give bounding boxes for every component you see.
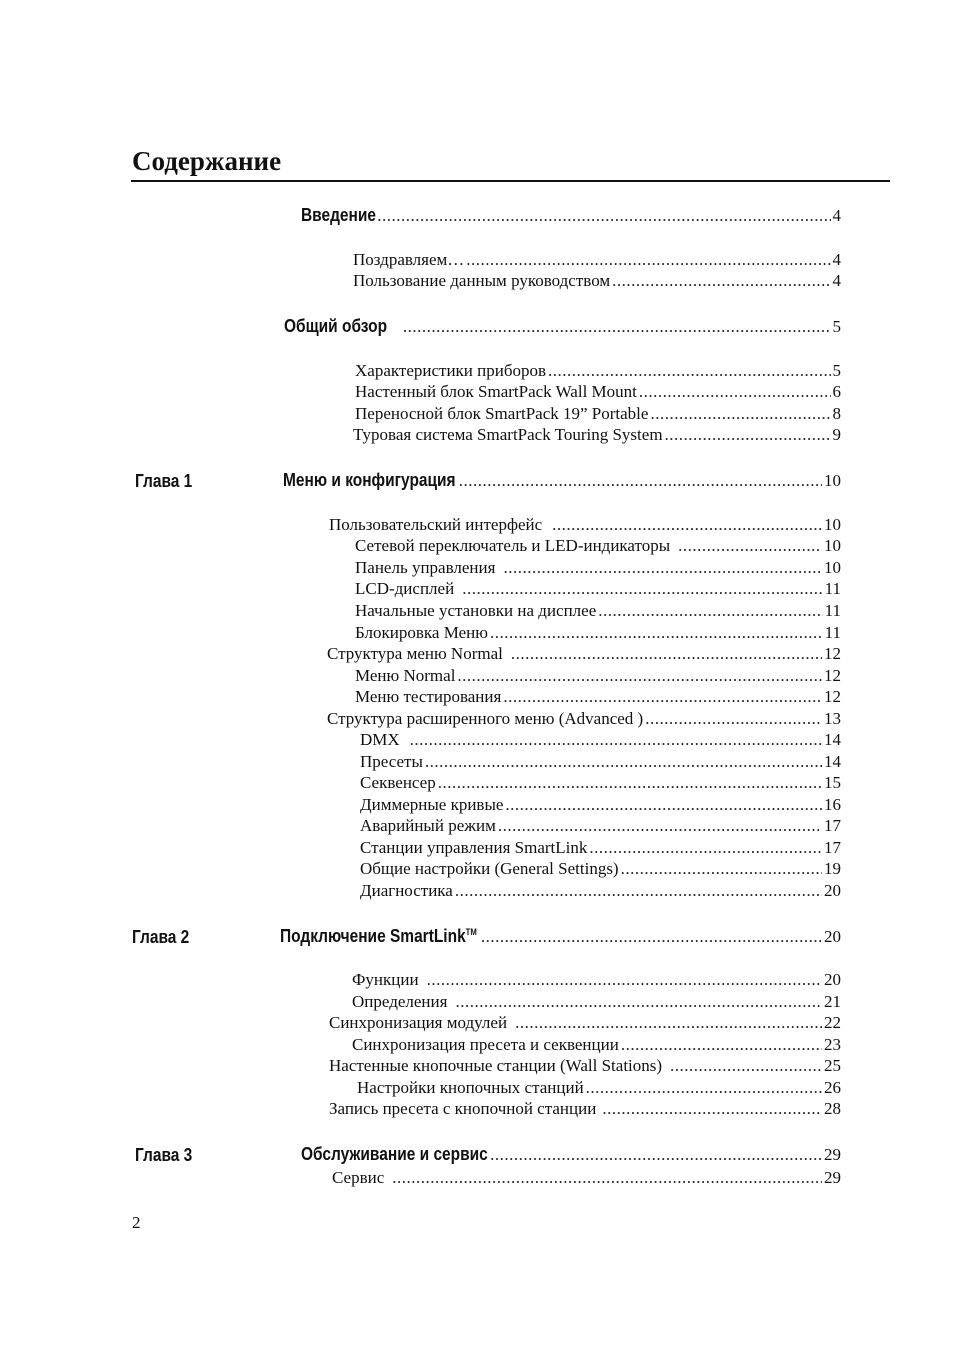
toc-entry-smartlink[interactable] — [280, 926, 841, 948]
toc-leader-dots — [392, 1168, 822, 1188]
toc-leader-dots — [455, 992, 822, 1012]
toc-leader-dots — [462, 579, 822, 599]
toc-entry-text: Определения — [352, 992, 448, 1011]
chapter-1-label: Глава 1 — [135, 471, 193, 491]
toc-entry[interactable] — [360, 795, 841, 817]
toc-entry-page: 6 — [832, 382, 841, 401]
toc-entry[interactable] — [352, 992, 841, 1014]
toc-leader-dots — [650, 404, 830, 424]
toc-entry[interactable] — [355, 558, 841, 580]
toc-leader-dots — [498, 816, 822, 836]
toc-leader-dots — [455, 881, 822, 901]
toc-entry-page: 26 — [824, 1078, 841, 1097]
toc-entry-page: 20 — [824, 881, 841, 900]
toc-leader-dots — [602, 1099, 822, 1119]
toc-entry[interactable] — [360, 730, 841, 752]
toc-entry[interactable] — [360, 881, 841, 903]
toc-entry-page: 9 — [832, 425, 841, 444]
toc-leader-dots — [670, 1056, 822, 1076]
toc-entry[interactable] — [360, 838, 841, 860]
toc-entry[interactable] — [355, 536, 841, 558]
toc-entry-page: 11 — [824, 623, 841, 642]
toc-entry-text: Настенные кнопочные станции (Wall Stations) — [329, 1056, 663, 1075]
toc-entry-page: 20 — [824, 970, 841, 989]
toc-entry-text: Аварийный режим — [360, 816, 496, 835]
toc-entry[interactable] — [332, 1168, 841, 1190]
toc-entry-text: Введение — [301, 205, 377, 225]
page-title: Содержание — [132, 146, 282, 176]
toc-entry-text: Общий обзор — [284, 316, 388, 336]
toc-entry-page: 12 — [824, 666, 841, 685]
toc-entry-page: 5 — [832, 361, 841, 380]
toc-entry-page: 21 — [824, 992, 841, 1011]
toc-entry-text: Запись пресета с кнопочной станции — [329, 1099, 597, 1118]
toc-entry[interactable] — [329, 1056, 841, 1078]
toc-entry[interactable] — [329, 1099, 841, 1121]
toc-entry-page: 8 — [832, 404, 841, 423]
toc-leader-dots — [427, 970, 822, 990]
toc-leader-dots — [598, 601, 822, 621]
toc-entry-page: 15 — [824, 773, 841, 792]
toc-leader-dots — [515, 1013, 822, 1033]
toc-entry-text: Сетевой переключатель и LED-индикаторы — [355, 536, 671, 555]
toc-entry[interactable] — [355, 579, 841, 601]
chapter-2-label: Глава 2 — [132, 927, 190, 947]
toc-entry-text: Пользование данным руководством — [353, 271, 611, 290]
toc-entry-text: Диммерные кривые — [360, 795, 504, 814]
toc-entry-text: Синхронизация модулей — [329, 1013, 508, 1032]
toc-entry[interactable] — [360, 816, 841, 838]
toc-entry[interactable] — [355, 601, 841, 623]
toc-entry-page: 14 — [824, 730, 841, 749]
chapter-3-label: Глава 3 — [135, 1145, 193, 1165]
toc-leader-dots — [425, 752, 822, 772]
toc-leader-dots — [548, 361, 830, 381]
toc-entry-page: 10 — [824, 471, 841, 490]
toc-leader-dots — [621, 859, 822, 879]
toc-entry-text: Диагностика — [360, 881, 453, 900]
toc-entry-maintenance[interactable] — [301, 1144, 841, 1166]
toc-leader-dots — [511, 644, 822, 664]
toc-leader-dots — [645, 709, 822, 729]
toc-entry[interactable] — [327, 644, 841, 666]
toc-entry-page: 16 — [824, 795, 841, 814]
toc-entry-text: Блокировка Меню — [355, 623, 488, 642]
toc-entry[interactable] — [355, 666, 841, 688]
toc-leader-dots — [490, 623, 823, 643]
toc-leader-dots — [552, 515, 822, 535]
toc-entry-overview[interactable] — [284, 316, 841, 338]
toc-leader-dots — [505, 795, 822, 815]
toc-entry-text: Переносной блок SmartPack 19” Portable — [355, 404, 649, 423]
toc-leader-dots — [410, 730, 822, 750]
toc-entry-text: Панель управления — [355, 558, 496, 577]
toc-entry[interactable] — [360, 752, 841, 774]
toc-entry-text: Функции — [352, 970, 419, 989]
toc-entry-text: Синхронизация пресета и секвенции — [352, 1035, 619, 1054]
toc-entry[interactable] — [355, 687, 841, 709]
toc-entry[interactable] — [329, 1013, 841, 1035]
toc-entry-text: Подключение SmartLink™ — [280, 926, 477, 946]
toc-leader-dots — [586, 1078, 822, 1098]
toc-entry-text: Сервис — [332, 1168, 385, 1187]
toc-entry-page: 20 — [824, 927, 841, 946]
toc-leader-dots — [503, 687, 822, 707]
toc-leader-dots — [490, 1145, 822, 1165]
toc-entry-page: 5 — [832, 317, 841, 336]
toc-leader-dots — [466, 250, 830, 270]
toc-entry-text: Характеристики приборов — [355, 361, 547, 380]
toc-leader-dots — [457, 666, 822, 686]
toc-entry[interactable] — [360, 859, 841, 881]
toc-leader-dots — [678, 536, 822, 556]
toc-entry-menu-config[interactable] — [283, 470, 841, 492]
toc-entry-text: DMX — [360, 730, 400, 749]
toc-leader-dots — [377, 206, 830, 226]
toc-entry-introduction[interactable] — [301, 205, 841, 227]
toc-leader-dots — [438, 773, 822, 793]
toc-entry-page: 13 — [824, 709, 841, 728]
toc-entry-page: 11 — [824, 579, 841, 598]
toc-leader-dots — [639, 382, 831, 402]
toc-entry-text: Туровая система SmartPack Touring System — [353, 425, 663, 444]
toc-entry[interactable] — [355, 382, 841, 404]
toc-entry-page: 29 — [824, 1168, 841, 1187]
toc-entry[interactable] — [353, 425, 841, 447]
toc-entry-page: 12 — [824, 644, 841, 663]
toc-entry[interactable] — [352, 1035, 841, 1057]
toc-entry-page: 25 — [824, 1056, 841, 1075]
toc-entry-text: Структура меню Normal — [327, 644, 503, 663]
toc-leader-dots — [621, 1035, 822, 1055]
toc-leader-dots — [459, 471, 822, 491]
toc-leader-dots — [589, 838, 822, 858]
toc-entry[interactable] — [329, 515, 841, 537]
toc-entry-text: Поздравляем… — [353, 250, 465, 269]
toc-entry[interactable] — [352, 970, 841, 992]
toc-entry-page: 10 — [824, 515, 841, 534]
toc-entry-text: Станции управления SmartLink — [360, 838, 588, 857]
toc-entry-text: Секвенсер — [360, 773, 436, 792]
title-divider — [131, 180, 890, 182]
toc-leader-dots — [481, 927, 822, 947]
toc-entry-text: Структура расширенного меню (Advanced ) — [327, 709, 644, 728]
toc-entry-page: 29 — [824, 1145, 841, 1164]
toc-entry[interactable] — [355, 361, 841, 383]
toc-entry[interactable] — [353, 271, 841, 293]
toc-entry-text: Обслуживание и сервис — [301, 1144, 488, 1164]
toc-entry[interactable] — [353, 250, 841, 272]
toc-entry[interactable] — [355, 623, 841, 645]
toc-entry-page: 4 — [832, 271, 841, 290]
toc-entry-text: Пользовательский интерфейс — [329, 515, 543, 534]
toc-leader-dots — [665, 425, 831, 445]
toc-entry-page: 17 — [824, 838, 841, 857]
toc-entry-page: 28 — [824, 1099, 841, 1118]
toc-entry-text: Пресеты — [360, 752, 423, 771]
toc-entry-page: 10 — [824, 536, 841, 555]
page-number: 2 — [132, 1213, 141, 1232]
toc-leader-dots — [403, 317, 831, 337]
toc-entry-text: Начальные установки на дисплее — [355, 601, 597, 620]
toc-entry-text: Меню и конфигурация — [283, 470, 456, 490]
toc-entry[interactable] — [355, 404, 841, 426]
toc-entry-text: Меню Normal — [355, 666, 456, 685]
toc-entry-text: Общие настройки (General Settings) — [360, 859, 619, 878]
toc-entry-text: LCD-дисплей — [355, 579, 455, 598]
toc-entry[interactable] — [357, 1078, 841, 1100]
toc-entry[interactable] — [327, 709, 841, 731]
toc-leader-dots — [612, 271, 830, 291]
toc-entry-text: Меню тестирования — [355, 687, 502, 706]
toc-entry-text: Настенный блок SmartPack Wall Mount — [355, 382, 637, 401]
toc-entry-page: 12 — [824, 687, 841, 706]
toc-entry-page: 22 — [824, 1013, 841, 1032]
toc-entry-page: 10 — [824, 558, 841, 577]
trademark-mark: TM — [465, 927, 477, 937]
toc-entry-page: 4 — [832, 206, 841, 225]
toc-entry[interactable] — [360, 773, 841, 795]
toc-entry-page: 11 — [824, 601, 841, 620]
toc-entry-page: 17 — [824, 816, 841, 835]
toc-entry-page: 19 — [824, 859, 841, 878]
toc-entry-text: Настройки кнопочных станций — [357, 1078, 584, 1097]
toc-entry-page: 4 — [832, 250, 841, 269]
toc-entry-page: 23 — [824, 1035, 841, 1054]
toc-entry-page: 14 — [824, 752, 841, 771]
toc-leader-dots — [503, 558, 822, 578]
